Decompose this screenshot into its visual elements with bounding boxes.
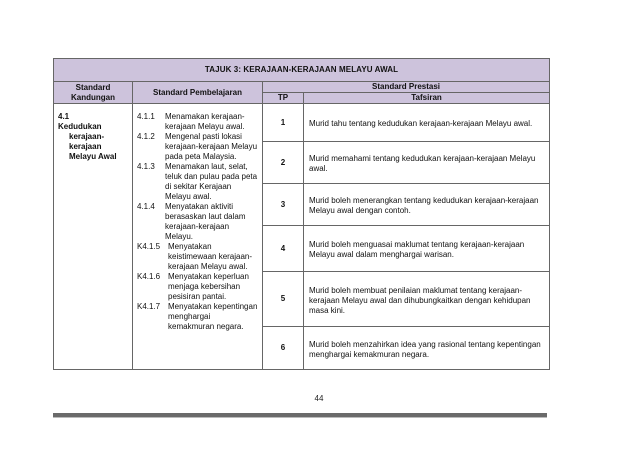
header-standard-kandungan: Standard Kandungan [54, 82, 133, 104]
kandungan-line: Melayu Awal [69, 152, 117, 161]
header-tp: TP [263, 93, 304, 104]
tafsiran-text: Murid memahami tentang kedudukan kerajaan-kerajaan Melayu awal. [304, 142, 550, 184]
learning-outcome: K4.1.5 Menyatakan keistimewaan kerajaan-kerajaan Melayu awal. [137, 242, 253, 271]
footer-divider [53, 413, 547, 418]
learning-outcome: K4.1.6 Menyatakan keperluan menjaga kebersihan pesisiran pantai. [137, 272, 249, 301]
tafsiran-text: Murid boleh menguasai maklumat tentang kerajaan-kerajaan Melayu awal dalam menghargai warisan. [304, 226, 550, 272]
header-standard-pembelajaran: Standard Pembelajaran [133, 82, 263, 104]
tafsiran-text: Murid boleh menzahirkan idea yang rasional tentang kepentingan menghargai kemakmuran negara. [304, 327, 550, 370]
curriculum-table [53, 58, 550, 370]
tafsiran-text: Murid tahu tentang kedudukan kerajaan-kerajaan Melayu awal. [304, 104, 550, 142]
tp-level: 5 [263, 272, 304, 327]
kandungan-code: 4.1 [58, 112, 70, 121]
tp-level: 3 [263, 184, 304, 226]
header-standard-prestasi: Standard Prestasi [263, 82, 550, 93]
learning-outcome: 4.1.2 Mengenal pasti lokasi kerajaan-kerajaan Melayu pada peta Malaysia. [137, 132, 258, 161]
page-number: 44 [314, 394, 324, 403]
learning-outcome: 4.1.1 Menamakan kerajaan-kerajaan Melayu awal. [137, 112, 245, 131]
tp-level: 2 [263, 142, 304, 184]
kandungan-line: Kedudukan [58, 122, 102, 131]
tp-level: 4 [263, 226, 304, 272]
kandungan-line: kerajaan [69, 142, 102, 151]
tafsiran-text: Murid boleh membuat penilaian maklumat tentang kerajaan-kerajaan Melayu awal dan dihubungkaitkan dengan kehidupan masa kini. [304, 272, 550, 327]
tp-level: 1 [263, 104, 304, 142]
table-title: TAJUK 3: KERAJAAN-KERAJAAN MELAYU AWAL [54, 59, 550, 82]
learning-outcome: 4.1.4 Menyatakan aktiviti berasaskan laut dalam kerajaan-kerajaan Melayu. [137, 202, 246, 241]
header-tafsiran: Tafsiran [304, 93, 550, 104]
tp-level: 6 [263, 327, 304, 370]
tafsiran-text: Murid boleh menerangkan tentang kedudukan kerajaan-kerajaan Melayu awal dengan contoh. [304, 184, 550, 226]
standard-kandungan-cell [54, 104, 133, 370]
kandungan-line: kerajaan- [69, 132, 105, 141]
learning-outcome: K4.1.7 Menyatakan kepentingan menghargai kemakmuran negara. [137, 302, 258, 331]
learning-outcome: 4.1.3 Menamakan laut, selat, teluk dan pulau pada peta di sekitar Kerajaan Melayu awal. [137, 162, 258, 201]
standard-pembelajaran-cell [133, 104, 263, 370]
